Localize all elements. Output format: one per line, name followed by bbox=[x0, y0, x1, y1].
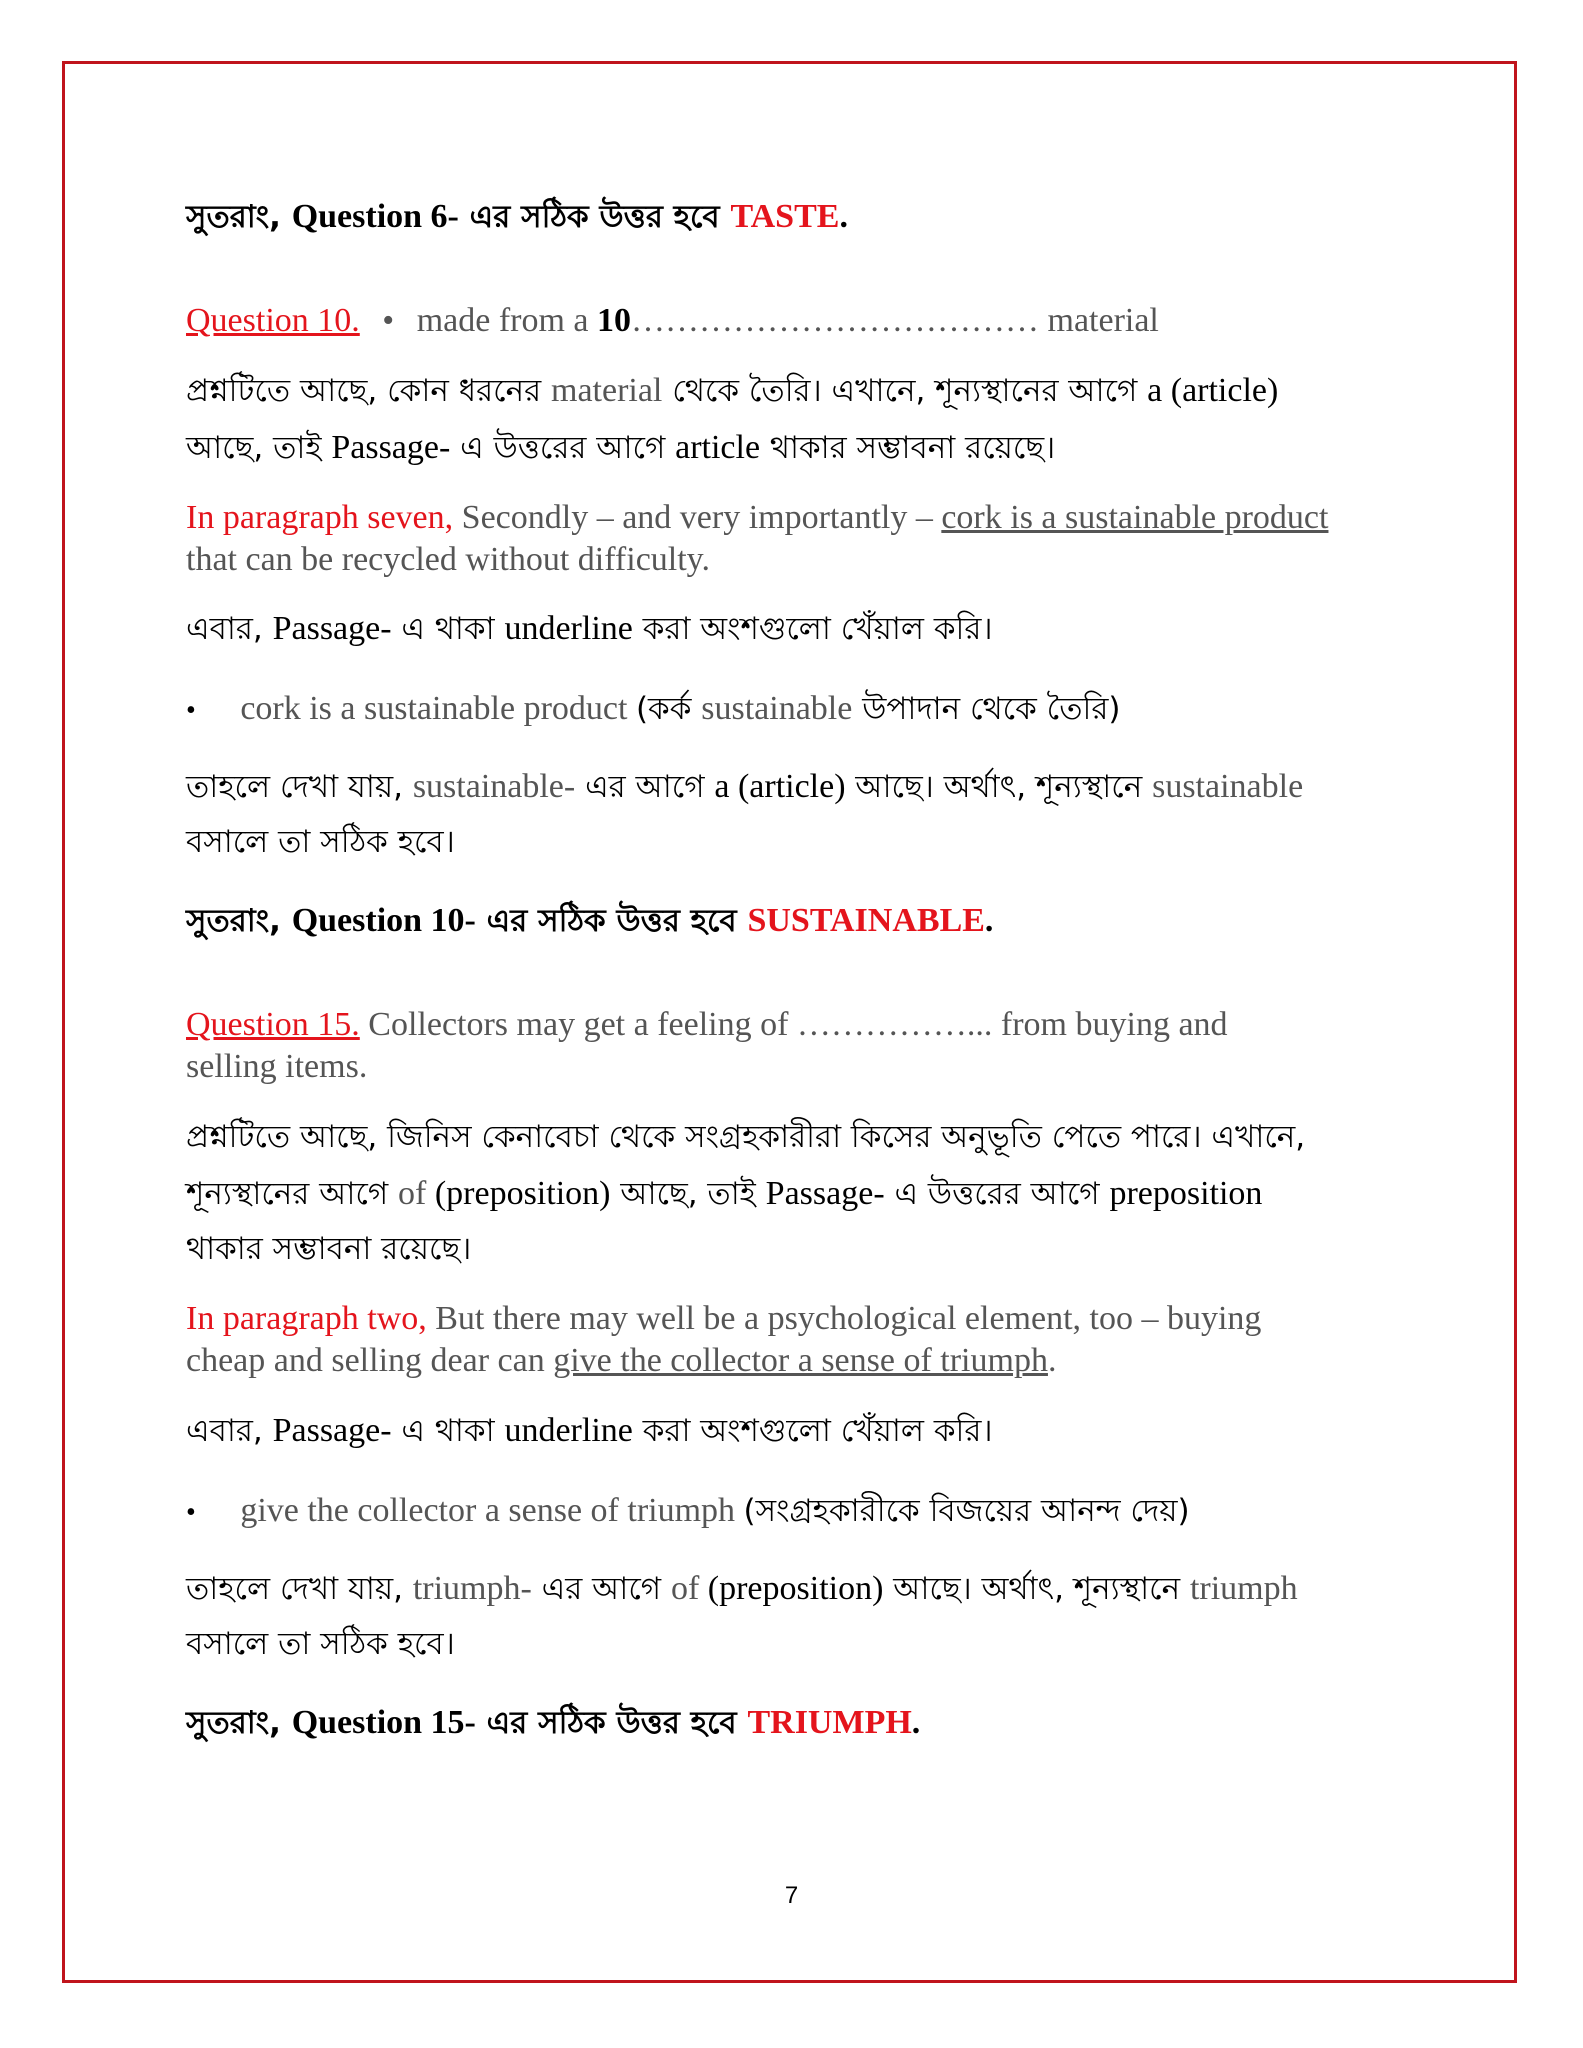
q15-then1-a: তাহলে দেখা যায়, bbox=[186, 1571, 413, 1607]
q15-expl1: প্রশ্নটিতে আছে, জিনিস কেনাবেচা থেকে সংগ্রহকারীরা কিসের অনুভূতি পেতে পারে। এখানে, bbox=[186, 1119, 1306, 1155]
q15-para-underline: give the collector a sense of triumph bbox=[553, 1342, 1048, 1379]
q10-expl2-c: এ উত্তরের আগে bbox=[450, 430, 676, 466]
q10-bullet-bn-b: sustainable bbox=[701, 690, 853, 727]
q10-then1-b: sustainable- bbox=[412, 768, 576, 805]
q15-then1-g: triumph bbox=[1189, 1570, 1298, 1607]
q6-conclusion bbox=[186, 196, 848, 238]
q15-expl2-f: এ উত্তরের আগে bbox=[884, 1176, 1110, 1212]
q15-then1-e: (preposition) bbox=[699, 1570, 884, 1607]
q15-expl2-d: আছে, তাই bbox=[610, 1176, 766, 1212]
q15-question-line1 bbox=[186, 1004, 1228, 1046]
q10-conclusion bbox=[186, 900, 993, 942]
q15-look-d: underline bbox=[504, 1412, 633, 1449]
q10-then1-a: তাহলে দেখা যায়, bbox=[186, 769, 413, 805]
q10-expl1-d: a (article) bbox=[1147, 372, 1279, 409]
q15-passage-quote-line2 bbox=[186, 1340, 1056, 1382]
q10-number: 10 bbox=[597, 302, 631, 339]
q10-passage-quote bbox=[186, 497, 1366, 581]
q10-look-b: Passage- bbox=[272, 610, 392, 647]
q10-expl1-b: material bbox=[551, 372, 663, 409]
q10-look-d: underline bbox=[504, 610, 633, 647]
q10-then1-d: a (article) bbox=[714, 768, 846, 805]
q10-look-a: এবার, bbox=[186, 611, 273, 647]
q15-para-line2-pre: cheap and selling dear can bbox=[186, 1342, 554, 1379]
q10-bullet-bn-a: (কর্ক bbox=[635, 691, 702, 727]
q15-question-line2-text: selling items. bbox=[186, 1048, 368, 1085]
q15-look-b: Passage- bbox=[272, 1412, 392, 1449]
q15-expl2-e: Passage- bbox=[765, 1175, 885, 1212]
q6-conclusion-mid: এর সঠিক উত্তর হবে bbox=[458, 199, 731, 235]
q10-paragraph-label: In paragraph seven, bbox=[186, 499, 454, 536]
q15-then1-d: of bbox=[670, 1570, 700, 1607]
q10-para-underline: cork is a sustainable product bbox=[941, 499, 1329, 536]
q15-then1-c: এর আগে bbox=[531, 1571, 671, 1607]
q10-then1-e: আছে। অর্থাৎ, শূন্যস্থানে bbox=[845, 769, 1153, 805]
q15-expl2-g: preposition bbox=[1109, 1175, 1263, 1212]
q10-bullet-bn-c: উপাদান থেকে তৈরি) bbox=[852, 691, 1121, 727]
q10-bullet-en: cork is a sustainable product bbox=[240, 690, 636, 727]
q15-para-line2-post: . bbox=[1047, 1342, 1057, 1379]
q10-conclusion-mid: এর সঠিক উত্তর হবে bbox=[475, 903, 748, 939]
q15-conclusion-prefix: সুতরাং, bbox=[186, 1705, 292, 1741]
q15-look-line bbox=[186, 1410, 993, 1452]
q10-period: . bbox=[984, 902, 994, 939]
q6-conclusion-question: Question 6- bbox=[291, 198, 459, 235]
page-number: 7 bbox=[784, 1882, 799, 1909]
q10-then-line1 bbox=[186, 766, 1303, 808]
q15-explanation-line1 bbox=[186, 1116, 1305, 1158]
q10-label: Question 10. bbox=[186, 302, 360, 339]
q10-look-c: এ থাকা bbox=[391, 611, 505, 647]
q15-then-line1 bbox=[186, 1568, 1298, 1610]
q15-conclusion bbox=[186, 1702, 920, 1744]
bullet-dot-icon: • bbox=[186, 1497, 196, 1528]
q10-question-pre: made from a bbox=[416, 302, 597, 339]
q15-bullet-en: give the collector a sense of triumph bbox=[240, 1492, 744, 1529]
q15-expl2-a: শূন্যস্থানের আগে bbox=[186, 1176, 398, 1212]
q10-expl2-e: থাকার সম্ভাবনা রয়েছে। bbox=[760, 430, 1056, 466]
q15-look-c: এ থাকা bbox=[391, 1413, 505, 1449]
q15-then2: বসালে তা সঠিক হবে। bbox=[186, 1626, 455, 1662]
q15-then1-b: triumph- bbox=[412, 1570, 532, 1607]
q6-answer: TASTE bbox=[730, 198, 840, 235]
q10-then-line2 bbox=[186, 821, 455, 863]
q10-conclusion-question: Question 10- bbox=[291, 902, 476, 939]
q15-expl2-c: (preposition) bbox=[426, 1175, 611, 1212]
q10-then2: বসালে তা সঠিক হবে। bbox=[186, 824, 455, 860]
q10-para-post: that can be recycled without difficulty. bbox=[186, 541, 710, 578]
q6-conclusion-prefix: সুতরাং, bbox=[186, 199, 292, 235]
q10-question-post: ……………………………… material bbox=[631, 302, 1159, 339]
q15-bullet-bn: (সংগ্রহকারীকে বিজয়ের আনন্দ দেয়) bbox=[743, 1493, 1190, 1529]
q15-look-a: এবার, bbox=[186, 1413, 273, 1449]
q10-bullet-icon: • bbox=[382, 302, 395, 339]
q15-then-line2 bbox=[186, 1623, 455, 1665]
q15-conclusion-mid: এর সঠিক উত্তর হবে bbox=[475, 1705, 748, 1741]
q10-look-line bbox=[186, 608, 993, 650]
q10-expl1-a: প্রশ্নটিতে আছে, কোন ধরনের bbox=[186, 373, 551, 409]
bullet-dot-icon: • bbox=[186, 695, 196, 726]
q10-bullet-item bbox=[186, 688, 1120, 732]
q10-answer: SUSTAINABLE bbox=[747, 902, 985, 939]
q15-conclusion-question: Question 15- bbox=[291, 1704, 476, 1741]
q10-expl2-a: আছে, তাই bbox=[186, 430, 332, 466]
q15-label: Question 15. bbox=[186, 1006, 360, 1043]
q15-para-line1: But there may well be a psychological element, too – buying bbox=[426, 1300, 1262, 1337]
q10-then1-f: sustainable bbox=[1152, 768, 1304, 805]
q10-expl1-c: থেকে তৈরি। এখানে, শূন্যস্থানের আগে bbox=[662, 373, 1148, 409]
q15-explanation-line3 bbox=[186, 1228, 471, 1270]
q10-explanation-line2 bbox=[186, 427, 1055, 469]
q6-period: . bbox=[839, 198, 848, 235]
q10-then1-c: এর আগে bbox=[575, 769, 715, 805]
q15-look-e: করা অংশগুলো খেঁয়াল করি। bbox=[632, 1413, 993, 1449]
q15-expl3: থাকার সম্ভাবনা রয়েছে। bbox=[186, 1231, 472, 1267]
q10-explanation-line1 bbox=[186, 370, 1278, 412]
q10-expl2-b: Passage- bbox=[331, 429, 451, 466]
q15-answer: TRIUMPH bbox=[747, 1704, 912, 1741]
q15-expl2-b: of bbox=[398, 1175, 427, 1212]
q15-question-line2 bbox=[186, 1046, 367, 1088]
q10-look-e: করা অংশগুলো খেঁয়াল করি। bbox=[632, 611, 993, 647]
q15-then1-f: আছে। অর্থাৎ, শূন্যস্থানে bbox=[883, 1571, 1190, 1607]
q15-paragraph-label: In paragraph two, bbox=[186, 1300, 427, 1337]
q10-question bbox=[186, 300, 1159, 342]
q15-passage-quote-line1 bbox=[186, 1298, 1261, 1340]
q15-explanation-line2 bbox=[186, 1173, 1262, 1215]
q15-question-line1-text: Collectors may get a feeling of ……………... from buying and bbox=[359, 1006, 1228, 1043]
q15-bullet-item bbox=[186, 1490, 1190, 1534]
q10-conclusion-prefix: সুতরাং, bbox=[186, 903, 292, 939]
q10-expl2-d: article bbox=[675, 429, 761, 466]
q10-para-pre: Secondly – and very importantly – bbox=[453, 499, 942, 536]
q15-period: . bbox=[911, 1704, 921, 1741]
